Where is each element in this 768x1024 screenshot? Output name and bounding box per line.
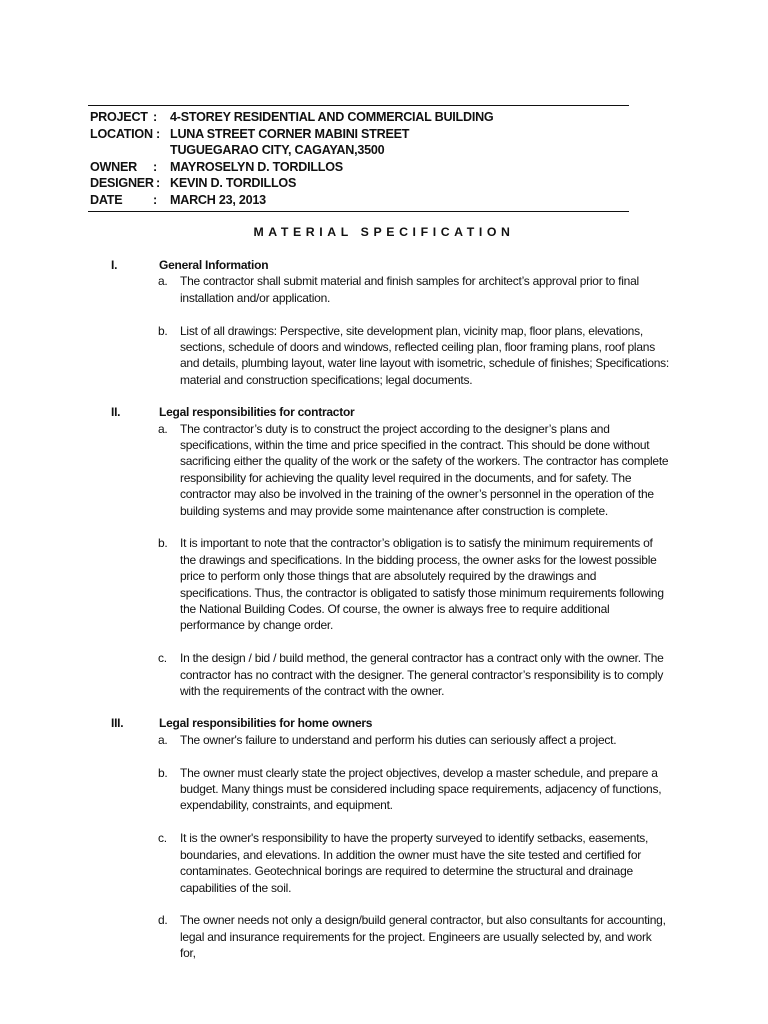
item-letter: d.	[158, 913, 168, 928]
section-title: Legal responsibilities for home owners	[159, 716, 373, 731]
item-letter: c.	[158, 831, 167, 846]
header-bottom-rule	[88, 211, 629, 212]
header-row-designer	[90, 175, 630, 192]
item-letter: b.	[158, 765, 168, 780]
header-colon: :	[156, 126, 160, 141]
item-letter: b.	[158, 323, 168, 338]
header-colon	[153, 142, 170, 159]
header-colon: :	[153, 159, 157, 174]
item-text: It is important to note that the contractor’s obligation is to satisfy the minimum requirements of the drawings and specifications. In the bidding process, the owner asks for the lowest possible price to perform only those things that are absolutely required by the drawings and specifications. Thus, the contractor is obligated to satisfy those minimum requirements following the National Building Codes. Of course, the owner is always free to require additional performance by change order.	[180, 536, 664, 633]
item-text: The contractor shall submit material and finish samples for architect’s approval prior to final installation and/or application.	[180, 274, 639, 305]
item-text: The owner's failure to understand and perform his duties can seriously affect a project.	[180, 732, 617, 747]
section-heading	[0, 404, 768, 420]
header-label: DATE	[90, 192, 123, 207]
item-letter: a.	[158, 732, 168, 747]
section-number: III.	[111, 716, 124, 731]
item-text: The contractor’s duty is to construct the project according to the designer’s plans and specifications, within the time and price specified in the contract. This should be done without sacrificing either the quality of the work or the safety of the workers. The contractor has complete responsibility for achieving the quality level required in the documents, and for safety. The contractor may also be involved in the training of the owner’s personnel in the operation of the building systems and may provide some maintenance after construction is complete.	[180, 421, 669, 518]
list-item	[0, 273, 768, 306]
section-title: Legal responsibilities for contractor	[159, 405, 355, 420]
list-item	[0, 421, 768, 519]
header-top-rule	[88, 105, 629, 106]
header-row-project	[90, 109, 630, 126]
section-heading	[0, 715, 768, 731]
section-number: I.	[111, 258, 118, 272]
item-letter: c.	[158, 651, 167, 666]
document-title: MATERIAL SPECIFICATION	[253, 225, 515, 239]
item-text: In the design / bid / build method, the general contractor has a contract only with the owner. The contractor has no contract with the designer. The general contractor’s responsibility is to comply with the requirements of the contract with the owner.	[180, 651, 664, 699]
item-text: List of all drawings: Perspective, site development plan, vicinity map, floor plans, elevations, sections, schedule of doors and windows, reflected ceiling plan, floor framing plans, roof plans and details, plumbing layout, water line layout with isometric, schedule of finishes; Specifications: material and construction specifications; legal documents.	[180, 323, 670, 387]
section-number: II.	[111, 405, 121, 420]
list-item	[0, 323, 768, 389]
header-colon: :	[156, 176, 160, 191]
item-text: The owner needs not only a design/build general contractor, but also consultants for accounting, legal and insurance requirements for the project. Engineers are usually selected by, and work for,	[180, 913, 666, 961]
header-row-address	[90, 142, 630, 159]
specification-body	[0, 257, 768, 962]
section-owner-responsibilities	[0, 715, 768, 961]
header-value: KEVIN D. TORDILLOS	[170, 176, 297, 191]
header-value: 4-STOREY RESIDENTIAL AND COMMERCIAL BUILDING	[170, 110, 494, 124]
section-contractor-responsibilities	[0, 404, 768, 699]
item-text: The owner must clearly state the project objectives, develop a master schedule, and prepare a budget. Many things must be considered including space requirements, adjacency of functions, expendability, constraints, and equipment.	[180, 765, 662, 813]
section-title: General Information	[159, 258, 269, 272]
header-label: PROJECT	[90, 110, 148, 124]
item-letter: a.	[158, 274, 168, 289]
header-value: MAYROSELYN D. TORDILLOS	[170, 159, 343, 174]
header-colon: :	[153, 110, 157, 124]
header-value: MARCH 23, 2013	[170, 192, 266, 207]
project-header	[90, 109, 630, 209]
header-label: OWNER	[90, 159, 138, 174]
item-letter: a.	[158, 421, 168, 436]
header-row-owner	[90, 159, 630, 176]
list-item	[0, 535, 768, 633]
header-value: TUGUEGARAO CITY, CAGAYAN,3500	[170, 143, 385, 158]
header-row-location	[90, 126, 630, 143]
item-text: It is the owner's responsibility to have the property surveyed to identify setbacks, easements, boundaries, and elevations. In addition the owner must have the site tested and certified for contaminates. Geotechnical borings are required to determine the structural and drainage capabilities of the soil.	[180, 831, 649, 895]
list-item	[0, 912, 768, 961]
list-item	[0, 830, 768, 896]
list-item	[0, 765, 768, 814]
header-value: LUNA STREET CORNER MABINI STREET	[170, 126, 410, 141]
list-item	[0, 650, 768, 699]
list-item	[0, 732, 768, 748]
header-label: LOCATION	[90, 126, 153, 141]
section-heading	[0, 257, 768, 273]
header-label: DESIGNER	[90, 176, 154, 191]
item-letter: b.	[158, 536, 168, 551]
header-row-date	[90, 192, 630, 209]
header-label	[90, 142, 153, 159]
section-general-information	[0, 257, 768, 388]
header-colon: :	[153, 192, 157, 207]
